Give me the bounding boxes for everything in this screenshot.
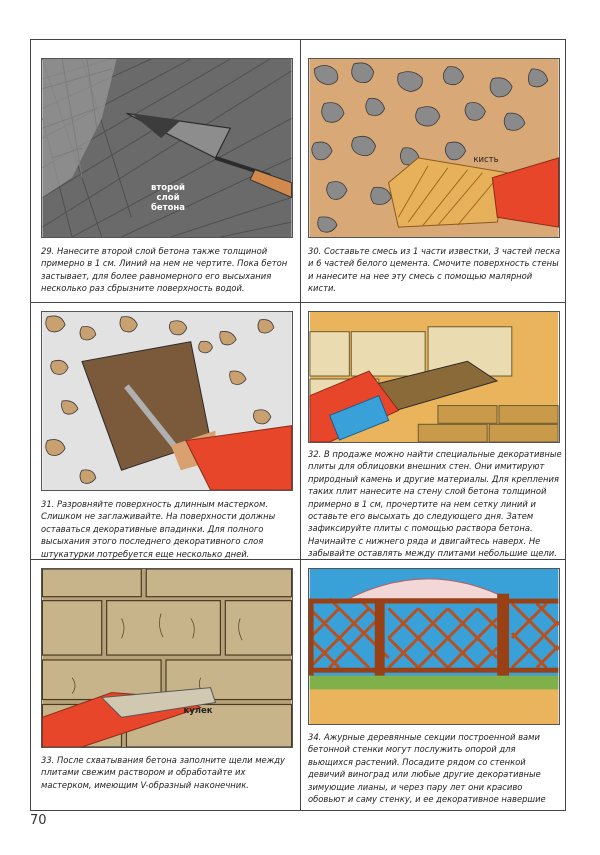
brush-label: кисть [473,155,499,165]
grid-divider-vertical [300,39,301,811]
caption-31: 31. Разровняйте поверхность длинным мастерком. Слишком не заглаживайте. На поверхности должны оставаться декоративные впадинки. Для полного высыхания этого последнего декоративного слоя штукатурки потребуется еще несколько дней. [41,499,276,559]
illustration-33-filling-joints [41,568,293,748]
caption-30: 30. Составьте смесь из 1 части известки, 3 частей песка и 6 частей белого цемента. Смочите поверхность стены и нанесите на нее эту смесь с помощью малярной кисти. [308,246,561,294]
caption-32: 32. В продаже можно найти специальные декоративные плиты для облицовки внешних стен. Они имитируют природный камень и другие материалы. Для крепления таких плит нанесите на стену слой бетона толщиной примерно в 1 см, прочертите на нем сетку линий и оставьте его высыхать до следующего дня. Затем зафиксируйте плиты с помощью раствора бетона. Начинайте с нижнего ряда и двигайтесь наверх. Не забывайте оставлять между плитами небольшие щели. [308,449,562,559]
caption-29: 29. Нанесите второй слой бетона также толщиной примерно в 1 см. Линий на нем не чертите. Пока бетон застывает, для более равномерного его высыхания несколько раз сбрызните поверхность водой. [41,246,288,294]
brush-on-wall-image [309,59,559,237]
caption-33: 33. После схватывания бетона заполните щели между плитами свежим раствором и обработайте их мастерком, имеющим V-образный наконечник. [41,755,285,790]
long-trowel-image [42,312,292,490]
grid-divider-row-1 [30,302,566,303]
illustration-32-decorative-panels [308,311,560,443]
illustration-34-lattice-fence [308,568,560,725]
caption-34: 34. Ажурные деревянные секции построенной вами бетонной стенки могут послужить опорой для вьющихся растений. Посадите рядом со стенкой девичий виноград или любые другие декоративные зимующие лианы, и через пару лет они красиво обовьют и саму стенку, и ее декоративное навершие [308,732,546,805]
piping-bag-image [42,569,292,747]
bag-label: кулек [183,706,213,716]
page-number: 70 [30,813,47,828]
decorative-tile-image [309,312,559,442]
second-layer-label: второй слой бетона [150,183,186,213]
illustration-31-leveling-trowel [41,311,293,491]
lattice-fence-image [309,569,559,724]
illustration-30-brush-application [308,58,560,238]
